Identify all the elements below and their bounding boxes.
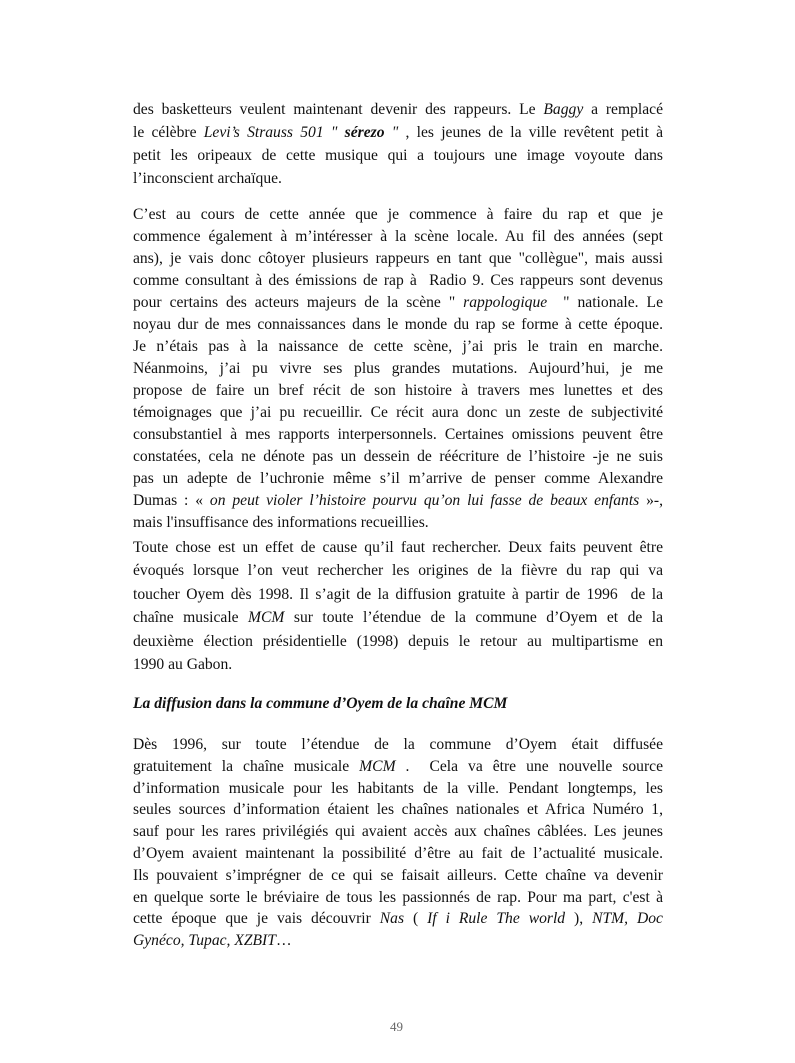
text-run: d’information musicale pour les habitants de la ville. Pendant longtemps, les (133, 779, 663, 797)
text-run: témoignages que j’ai pu recueillir. Ce récit aura donc un zeste de subjectivité (133, 404, 663, 421)
text-run: comme consultant à des émissions de rap à Radio 9. Ces rappeurs sont devenus (133, 272, 663, 289)
text-run: on peut violer l’histoire pourvu qu’on lui fasse de beaux enfants (209, 492, 640, 509)
text-run: consubstantiel à mes rapports interpersonnels. Certaines omissions peuvent être (133, 426, 663, 443)
text-line (133, 511, 663, 533)
text-line (133, 536, 663, 559)
text-run: cette époque que je vais découvrir (133, 910, 380, 928)
text-run: MCM (359, 757, 396, 775)
text-run: . Cela va être une nouvelle source (395, 757, 663, 775)
text-line (133, 313, 663, 335)
text-line (133, 755, 663, 777)
text-run: … (275, 932, 292, 950)
text-run: ), (565, 910, 593, 928)
text-run: Néanmoins, j’ai pu vivre ses plus grandes mutations. Aujourd’hui, je me (133, 360, 663, 377)
text-run: commence également à m’intéresser à la scène locale. Au fil des années (sept (133, 228, 663, 245)
text-line (133, 630, 663, 653)
text-line (133, 269, 663, 291)
text-run: Dès 1996, sur toute l’étendue de la commune d’Oyem était diffusée (133, 736, 663, 753)
text-line (133, 886, 663, 908)
text-run: évoqués lorsque l’on veut rechercher les origines de la fièvre du rap qui va (133, 562, 663, 580)
text-line (133, 864, 663, 886)
text-run: propose de faire un bref récit de son histoire à travers mes lunettes et des (133, 382, 663, 399)
text-run: " nationale. Le (547, 294, 663, 311)
text-line (133, 247, 663, 269)
text-run: pour certains des acteurs majeurs de la scène " (133, 294, 464, 311)
text-line (133, 606, 663, 629)
paragraph-4 (133, 733, 663, 951)
text-run: NTM, Doc (592, 910, 663, 928)
text-run: constatées, cela ne dénote pas un dessein de réécriture de l’histoire -je ne suis (133, 448, 663, 465)
text-run: deuxième élection présidentielle (1998) depuis le retour au multipartisme en (133, 632, 663, 650)
text-run: ans), je vais donc côtoyer plusieurs rappeurs en tant que "collègue", mais aussi (133, 250, 663, 267)
text-line (133, 291, 663, 313)
text-run: sérezo (344, 124, 385, 141)
text-run: Nas (379, 910, 405, 928)
text-run: petit les oripeaux de cette musique qui a toujours une image voyoute dans (133, 147, 663, 164)
text-run: d’Oyem avaient maintenant la possibilité d’être au fait de l’actualité musicale. (133, 844, 663, 862)
page-number: 49 (390, 1019, 403, 1034)
text-run: Ils pouvaient s’imprégner de ce qui se faisait ailleurs. Cette chaîne va devenir (133, 866, 663, 884)
text-line (133, 335, 663, 357)
text-line (133, 929, 663, 951)
text-line (133, 842, 663, 864)
text-run: des basketteurs veulent maintenant devenir des rappeurs. Le (133, 101, 544, 118)
text-run: »-, (639, 492, 663, 509)
text-run: Je n’étais pas à la naissance de cette scène, j’ai pris le train en marche. (133, 338, 663, 355)
text-run: Gynéco, Tupac, XZBIT (133, 932, 276, 950)
text-run: rappologique (463, 294, 548, 311)
text-run: le célèbre (133, 124, 204, 141)
text-run: Toute chose est un effet de cause qu’il faut rechercher. Deux faits peuvent être (133, 539, 663, 556)
section-heading: La diffusion dans la commune d’Oyem de la chaîne MCM (133, 695, 508, 712)
text-run: " (384, 124, 399, 141)
text-run: l’inconscient archaïque. (133, 170, 282, 187)
text-run: sur toute l’étendue de la commune d’Oyem et de la (284, 609, 663, 627)
text-run: MCM (248, 609, 285, 627)
paragraph-2 (133, 203, 663, 533)
text-run: C’est au cours de cette année que je commence à faire du rap et que je (133, 206, 663, 223)
text-line (133, 144, 663, 167)
paragraph-3 (133, 536, 663, 676)
text-line (133, 121, 663, 144)
text-line (133, 777, 663, 799)
text-line (133, 225, 663, 247)
text-run: If i Rule The world (427, 910, 566, 928)
text-run: , les jeunes de la ville revêtent petit à (398, 124, 664, 141)
text-run: toucher Oyem dès 1998. Il s’agit de la diffusion gratuite à partir de 1996 de la (133, 585, 663, 603)
text-line (133, 820, 663, 842)
text-line (133, 798, 663, 820)
text-line (133, 401, 663, 423)
text-run: pas un adepte de l’uchronie même s’il m’arrive de penser comme Alexandre (133, 470, 663, 487)
text-run: Levi’s Strauss 501 " (203, 124, 345, 141)
text-run: Baggy (543, 101, 584, 118)
text-run: mais l'insuffisance des informations recueillies. (133, 514, 429, 531)
text-line (133, 379, 663, 401)
text-line (133, 467, 663, 489)
text-line (133, 559, 663, 582)
text-line (133, 653, 663, 676)
text-run: gratuitement la chaîne musicale (133, 757, 360, 775)
text-line (133, 489, 663, 511)
text-run: seules sources d’information étaient les chaînes nationales et Africa Numéro 1, (133, 801, 663, 819)
text-run: en quelque sorte le bréviaire de tous les passionnés de rap. Pour ma part, c'est à (133, 888, 663, 906)
text-line (133, 203, 663, 225)
text-run: sauf pour les rares privilégiés qui avaient accès aux chaînes câblées. Les jeunes (133, 823, 663, 841)
text-run: ( (404, 910, 428, 928)
text-line (133, 445, 663, 467)
text-line (133, 167, 663, 190)
text-line (133, 733, 663, 755)
text-line (133, 423, 663, 445)
text-run: chaîne musicale (133, 609, 249, 627)
text-line (133, 583, 663, 606)
text-line (133, 357, 663, 379)
text-line (133, 98, 663, 121)
text-run: noyau dur de mes connaissances dans le monde du rap se forme à cette époque. (133, 316, 663, 333)
text-run: Dumas : « (133, 492, 210, 509)
text-run: 1990 au Gabon. (133, 655, 233, 673)
text-run: a remplacé (583, 101, 663, 118)
text-line (133, 907, 663, 929)
paragraph-1 (133, 98, 663, 190)
